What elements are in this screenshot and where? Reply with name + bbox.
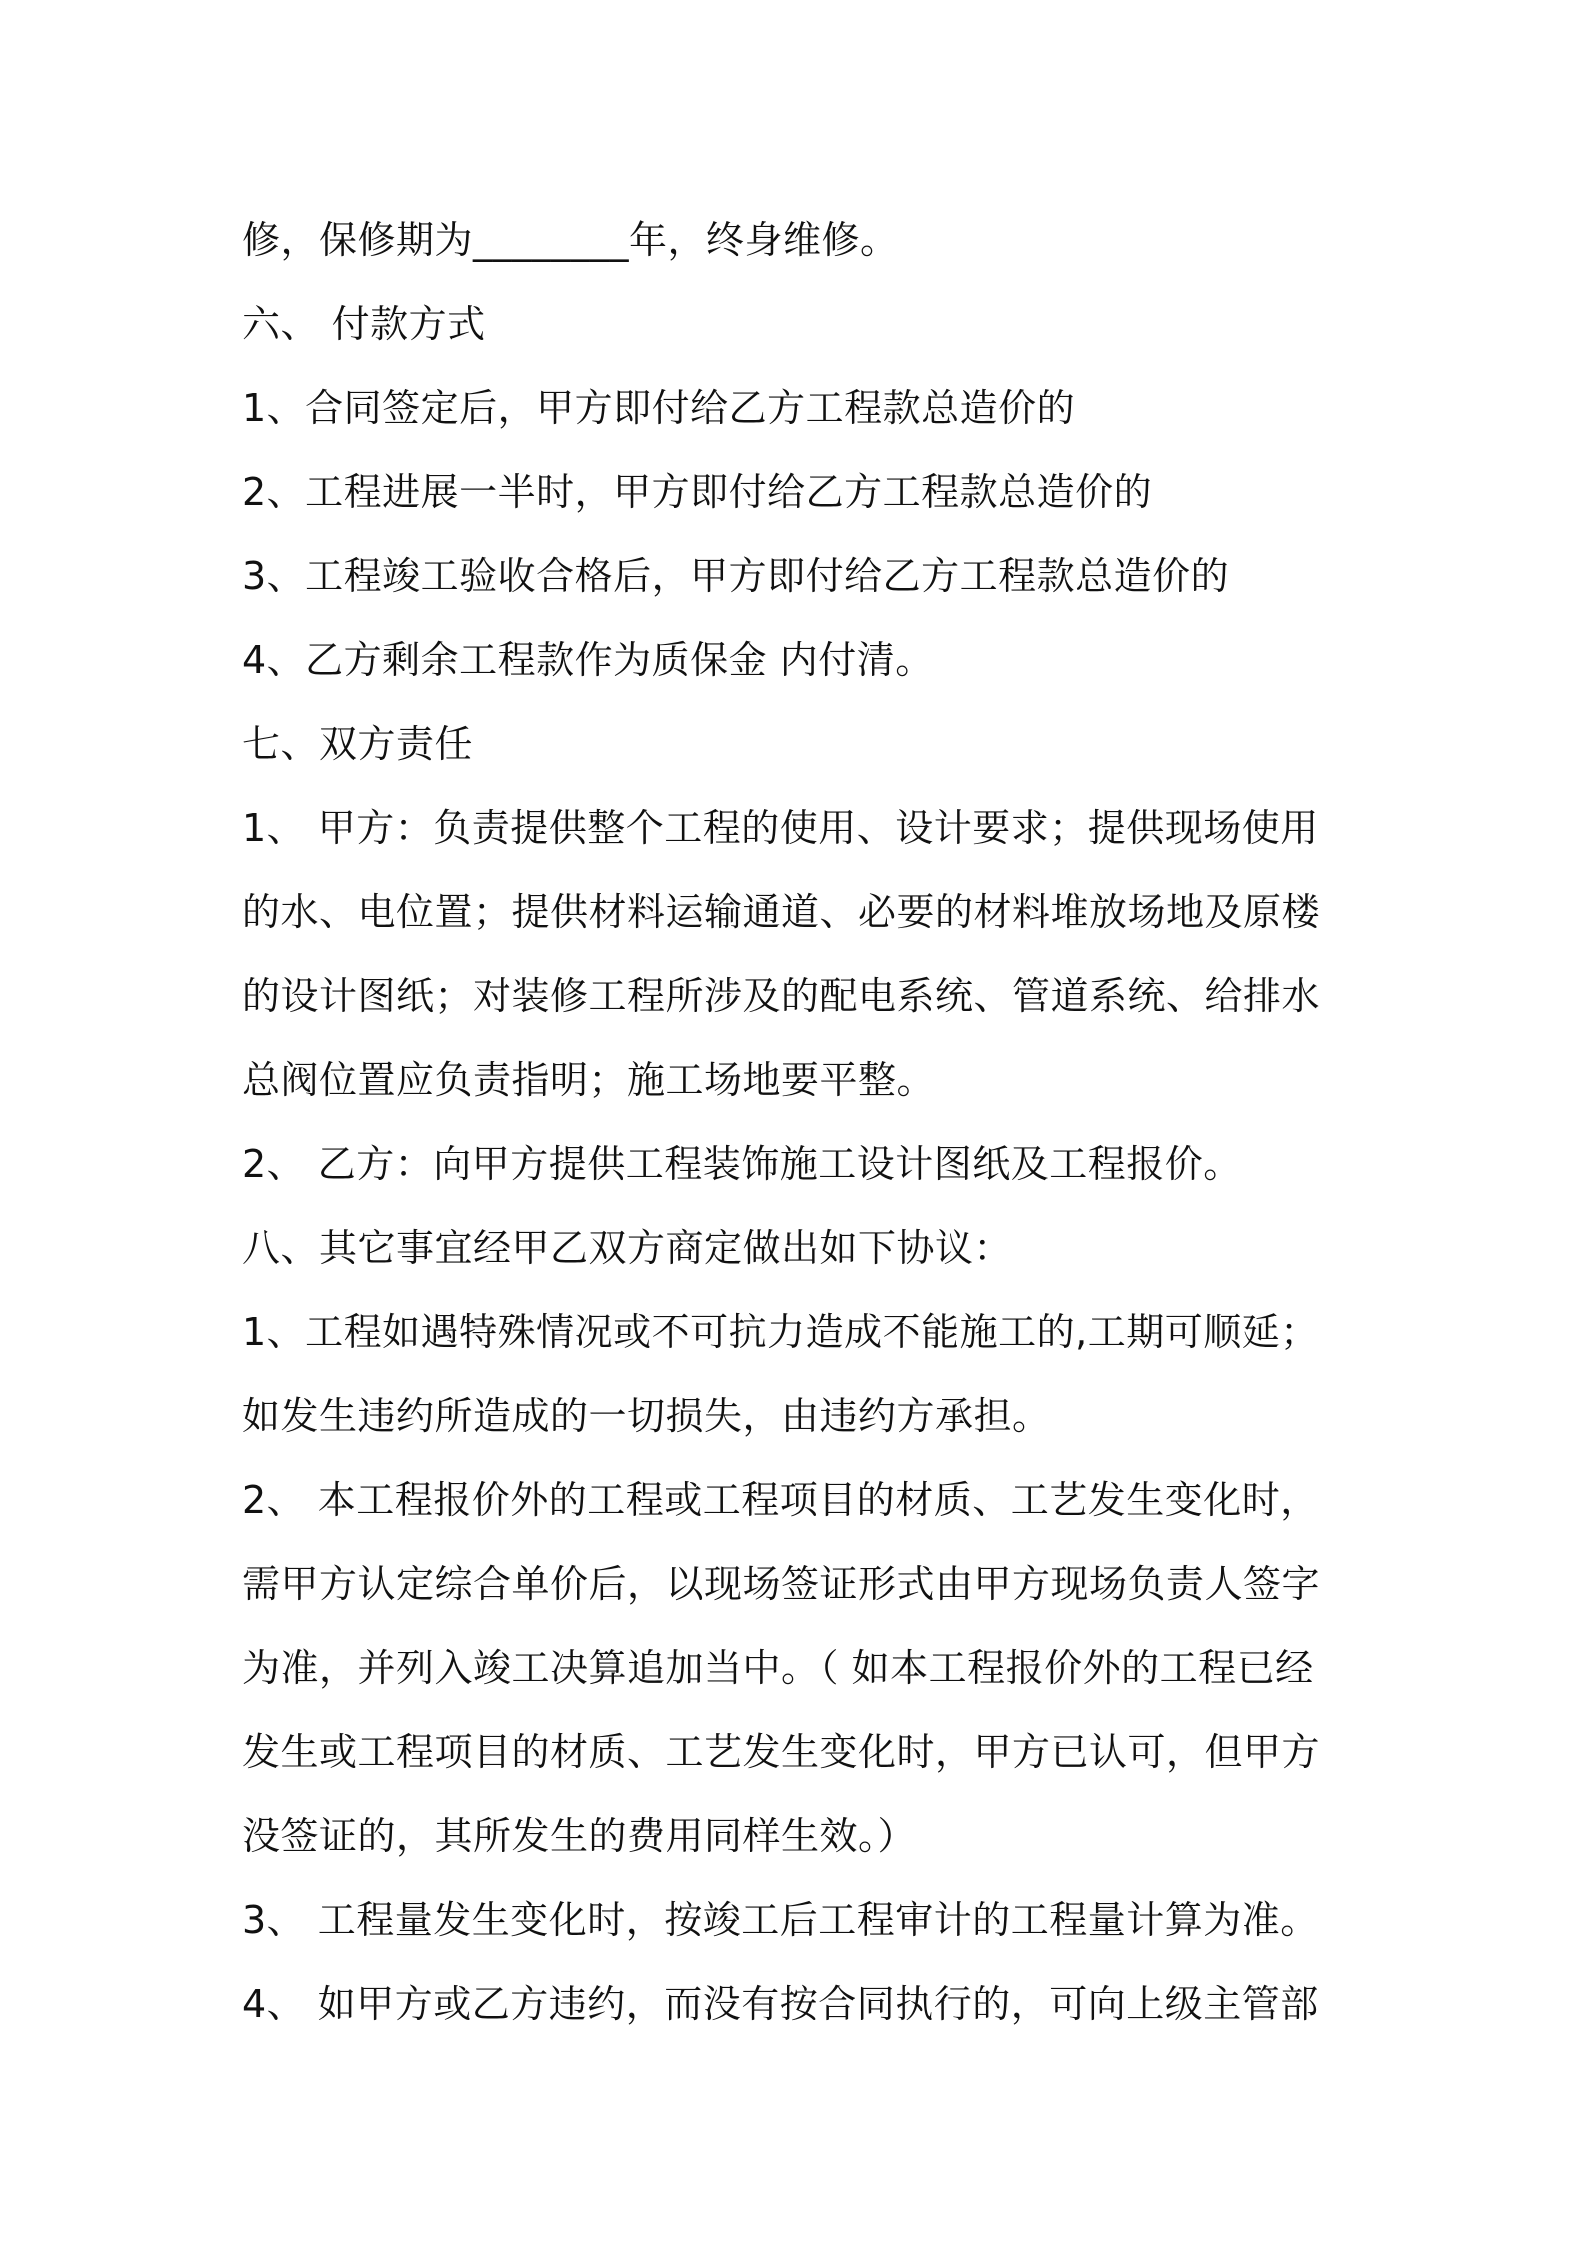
text-line-payment-2: 2、工程进展一半时，甲方即付给乙方工程款总造价的	[242, 470, 1153, 514]
contract-text	[242, 198, 1352, 2046]
text-line-other-2d: 发生或工程项目的材质、工艺发生变化时，甲方已认可，但甲方	[242, 1730, 1321, 1774]
text-line-party-a-3: 的设计图纸；对装修工程所涉及的配电系统、管道系统、给排水	[242, 974, 1321, 1018]
text-line-other-2c: 为准，并列入竣工决算追加当中。（ 如本工程报价外的工程已经	[242, 1646, 1314, 1690]
text-line-other-2b: 需甲方认定综合单价后，以现场签证形式由甲方现场负责人签字	[242, 1562, 1321, 1606]
text-line-other-4: 4、 如甲方或乙方违约，而没有按合同执行的，可向上级主管部	[242, 1982, 1319, 2026]
text-line-party-a-1: 1、 甲方：负责提供整个工程的使用、设计要求；提供现场使用	[242, 806, 1319, 850]
text-line-other-2a: 2、 本工程报价外的工程或工程项目的材质、工艺发生变化时，	[242, 1478, 1319, 1522]
text-line-party-a-4: 总阀位置应负责指明；施工场地要平整。	[242, 1058, 936, 1102]
text-line-other-1a: 1、工程如遇特殊情况或不可抗力造成不能施工的,工期可顺延；	[242, 1310, 1319, 1354]
text-line-payment-4: 4、乙方剩余工程款作为质保金 内付清。	[242, 638, 934, 682]
text-line-party-a-2: 的水、电位置；提供材料运输通道、必要的材料堆放场地及原楼	[242, 890, 1321, 934]
text-line-other-1b: 如发生违约所造成的一切损失，由违约方承担。	[242, 1394, 1051, 1438]
section-heading-payment: 六、 付款方式	[242, 302, 486, 346]
text-line-other-2e: 没签证的，其所发生的费用同样生效。）	[242, 1814, 917, 1858]
text-line-other-3: 3、 工程量发生变化时，按竣工后工程审计的工程量计算为准。	[242, 1898, 1319, 1942]
section-heading-responsibilities: 七、双方责任	[242, 722, 474, 766]
text-line-party-b: 2、 乙方：向甲方提供工程装饰施工设计图纸及工程报价。	[242, 1142, 1242, 1186]
text-line-payment-1: 1、合同签定后，甲方即付给乙方工程款总造价的	[242, 386, 1076, 430]
text-line-warranty: 修，保修期为________年，终身维修。	[242, 218, 899, 262]
section-heading-other-matters: 八、其它事宜经甲乙双方商定做出如下协议：	[242, 1226, 1013, 1270]
text-line-payment-3: 3、工程竣工验收合格后，甲方即付给乙方工程款总造价的	[242, 554, 1230, 598]
